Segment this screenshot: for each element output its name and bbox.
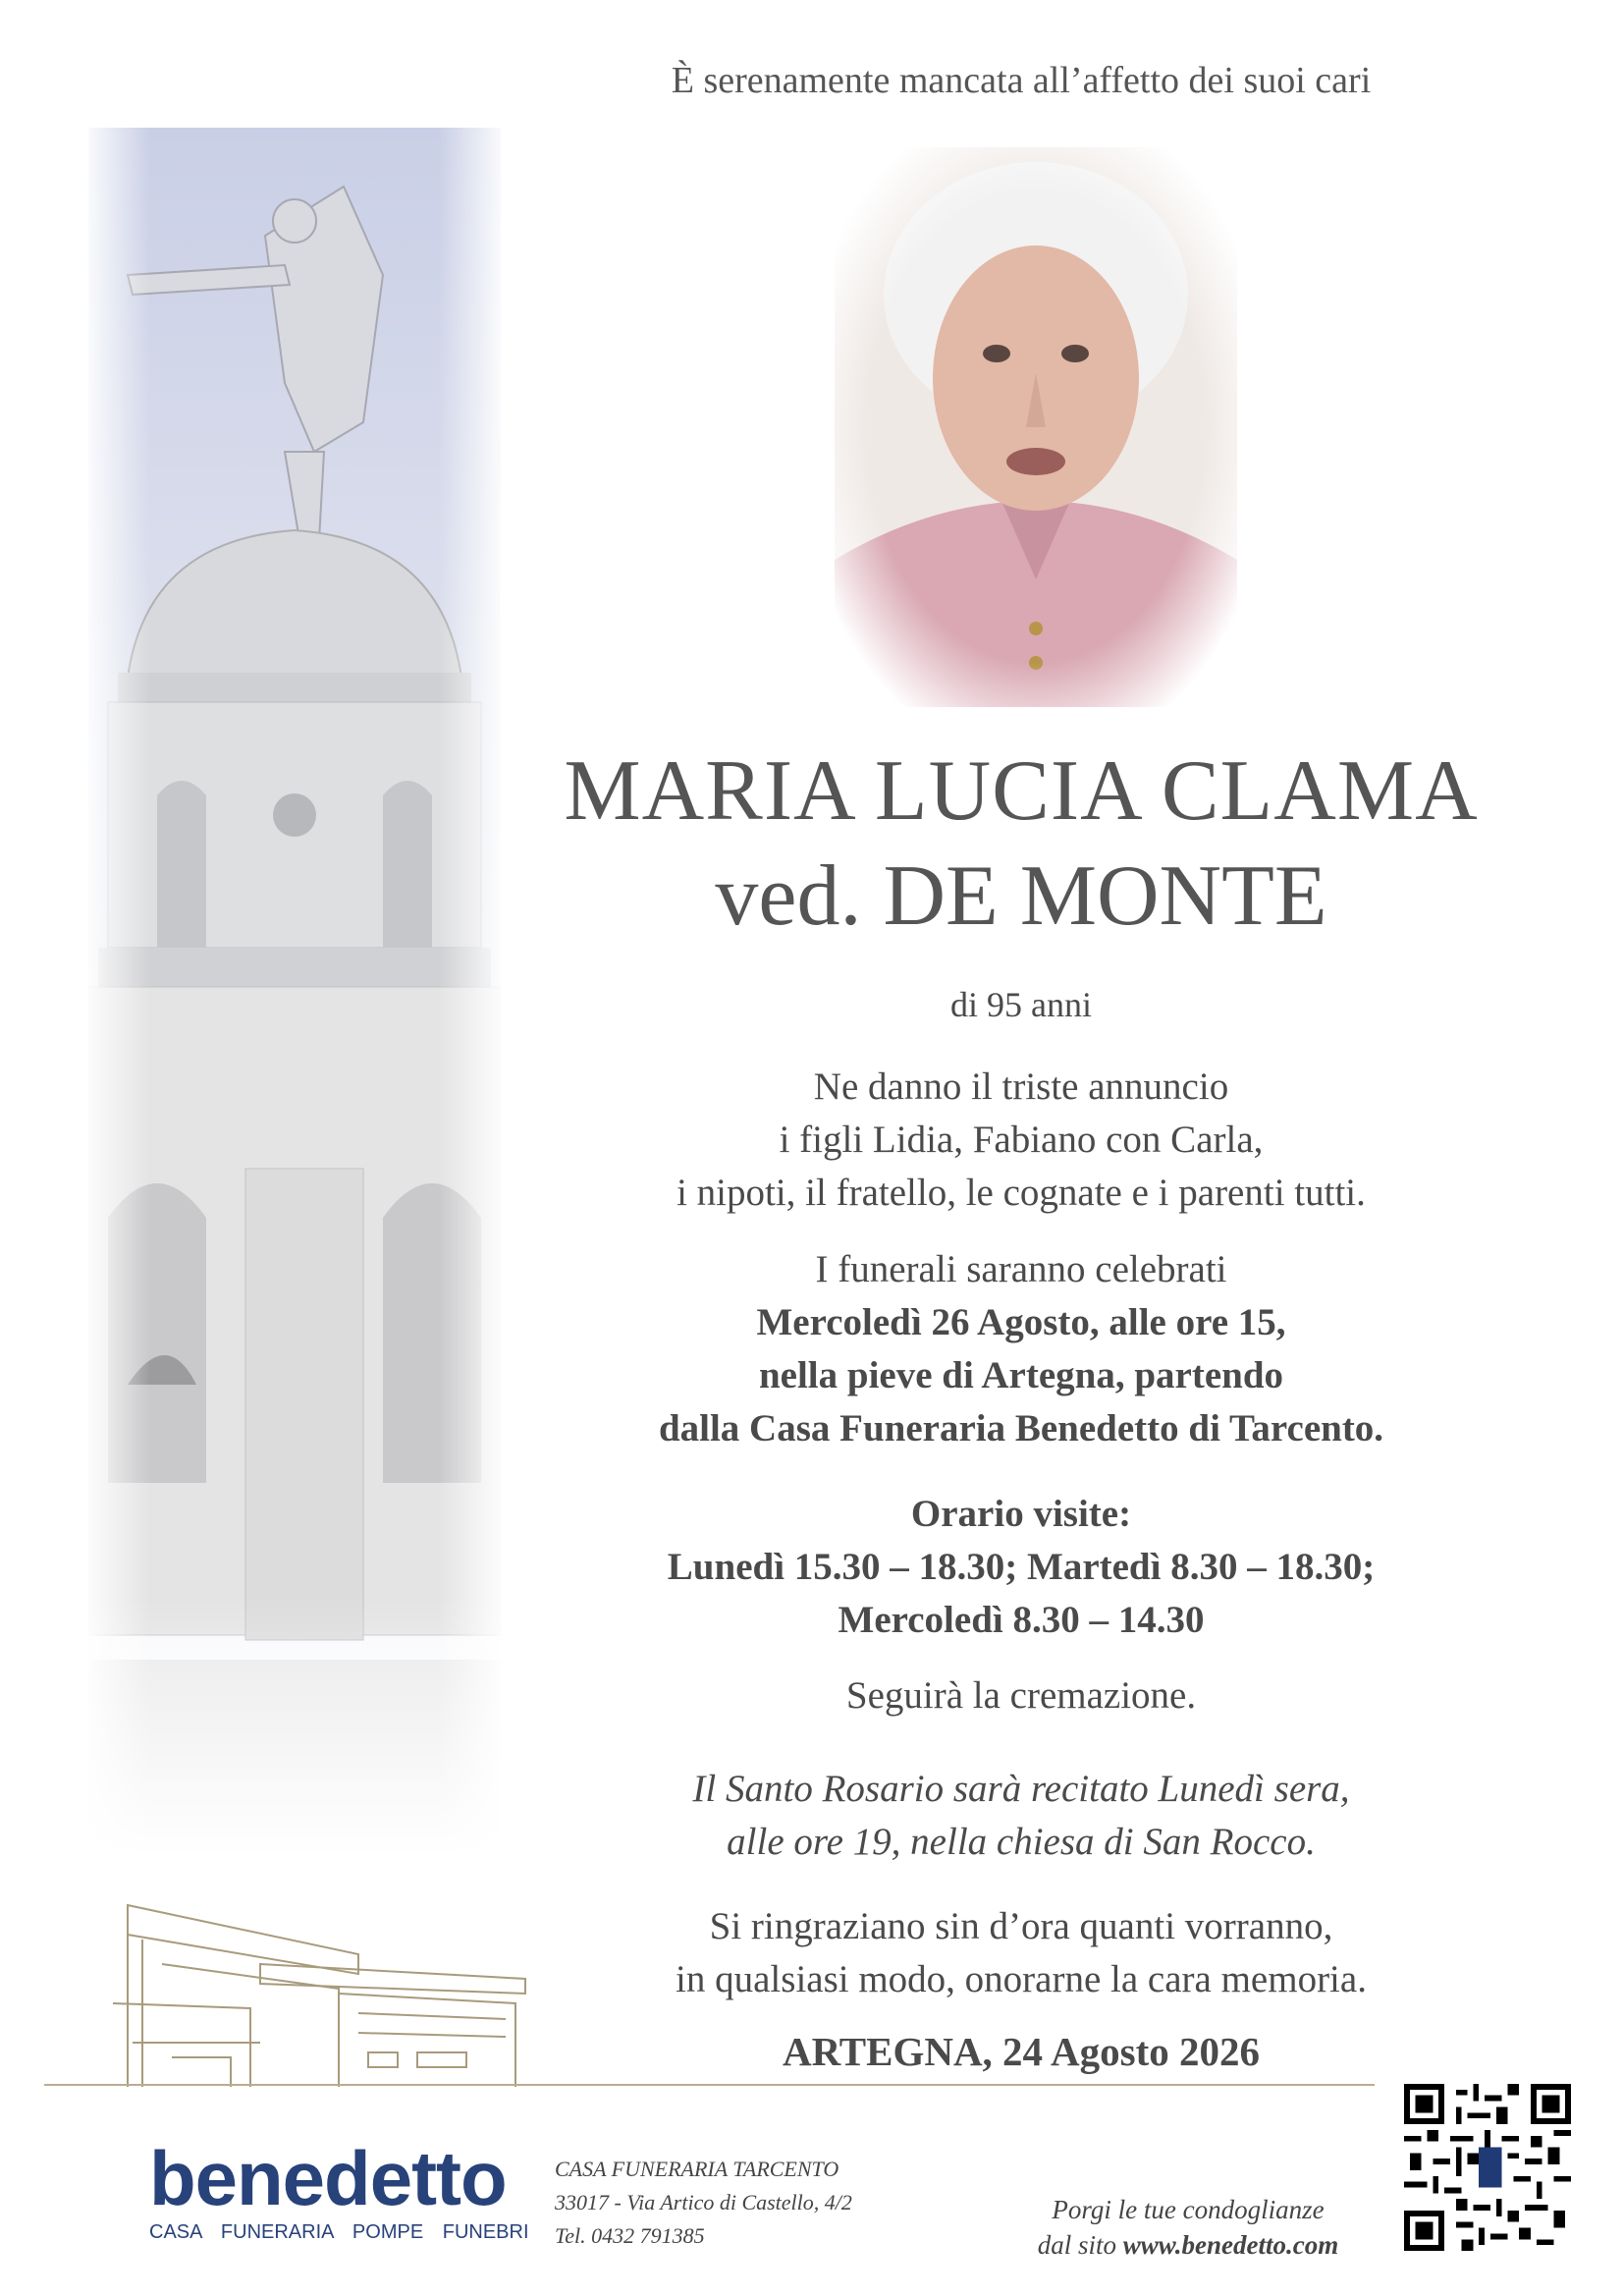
thanks-block — [530, 1900, 1512, 2006]
benedetto-logo: benedetto — [149, 2135, 507, 2221]
intro-line: È serenamente mancata all’affetto dei suoi cari — [671, 60, 1372, 101]
rosary-line: Il Santo Rosario sarà recitato Lunedì sera, — [692, 1768, 1350, 1810]
visits-title: Orario visite: — [910, 1493, 1132, 1535]
address-line: 33017 - Via Artico di Castello, 4/2 — [555, 2190, 852, 2214]
website-link[interactable]: www.benedetto.com — [1122, 2230, 1339, 2260]
funeral-line: nella pieve di Artegna, partendo — [758, 1354, 1284, 1396]
funeral-line: dalla Casa Funeraria Benedetto di Tarcento. — [658, 1407, 1384, 1449]
visits-line: Lunedì 15.30 – 18.30; Martedì 8.30 – 18.30; — [667, 1546, 1376, 1588]
condolences-prefix: dal sito — [1037, 2230, 1123, 2260]
qr-code-icon[interactable] — [1404, 2084, 1571, 2251]
funeral-block — [530, 1243, 1512, 1455]
visits-line: Mercoledì 8.30 – 14.30 — [838, 1599, 1205, 1641]
address-line: CASA FUNERARIA TARCENTO — [555, 2157, 839, 2181]
condolences-line: Porgi le tue condoglianze — [1052, 2195, 1325, 2224]
funeral-line: Mercoledì 26 Agosto, alle ore 15, — [756, 1301, 1286, 1343]
rosary-line: alle ore 19, nella chiesa di San Rocco. — [727, 1821, 1316, 1863]
condolences-note — [982, 2192, 1394, 2263]
footer-divider — [44, 2084, 1375, 2086]
bell-tower-image — [88, 128, 501, 1856]
funeral-home-building-icon — [44, 1895, 535, 2102]
announcement-block — [530, 1061, 1512, 1220]
rosary-block — [530, 1763, 1512, 1869]
cremation-line: Seguirà la cremazione. — [845, 1674, 1197, 1717]
logo-subtitle: CASA FUNERARIA POMPE FUNEBRI — [149, 2221, 529, 2243]
announcement-line: Ne danno il triste annuncio — [813, 1066, 1229, 1108]
age-line: di 95 anni — [950, 985, 1092, 1024]
deceased-married-name: ved. DE MONTE — [715, 848, 1327, 944]
deceased-name: MARIA LUCIA CLAMA — [564, 743, 1479, 839]
announcement-line: i nipoti, il fratello, le cognate e i parenti tutti. — [676, 1172, 1366, 1214]
announcement-line: i figli Lidia, Fabiano con Carla, — [779, 1119, 1264, 1161]
thanks-line: Si ringraziano sin d’ora quanti vorranno, — [709, 1905, 1333, 1947]
address-line: Tel. 0432 791385 — [555, 2223, 705, 2248]
thanks-line: in qualsiasi modo, onorarne la cara memoria. — [676, 1958, 1367, 2000]
funeral-home-address — [555, 2153, 852, 2253]
visits-block — [530, 1488, 1512, 1647]
place-date: ARTEGNA, 24 Agosto 2026 — [782, 2029, 1261, 2074]
funeral-intro: I funerali saranno celebrati — [815, 1248, 1227, 1290]
portrait-photo — [835, 147, 1237, 707]
